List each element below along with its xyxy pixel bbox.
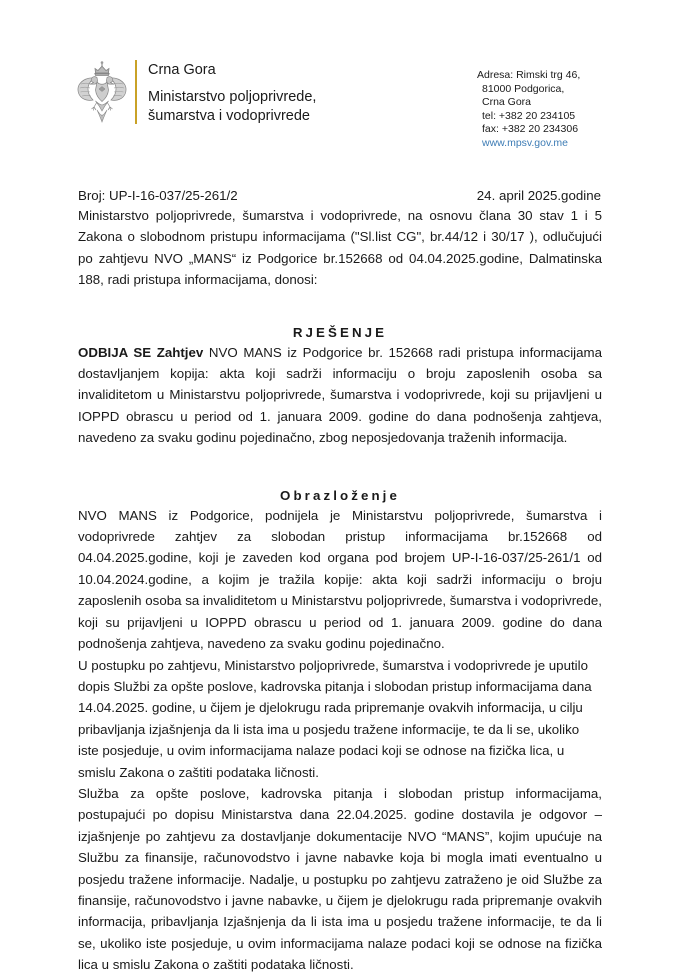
reference-number: Broj: UP-I-16-037/25-261/2 <box>78 188 238 203</box>
ministry-name-block <box>148 58 316 125</box>
explanation-paragraph-1: NVO MANS iz Podgorice, podnijela je Ministarstvu poljoprivrede, šumarstva i vodoprivrede zahtjev za slobodan pristup informacijama br.152668 od 04.04.2025.godine, koji je zaveden kod organa pod brojem UP-I-16-037/25-261/1 od 10.04.2024.godine, a kojim je tražila kopije: akta koji sadrži informaciju o broju zaposlenih osoba sa invaliditetom u Ministarstvu poljoprivrede, šumarstva i vodoprivrede, koji su prijavljeni u IOPPD obrascu u period od 1. januara 2009. godine do dana podnošenja zahtjeva, navedeno za svaku godinu pojedinačno. <box>78 507 603 652</box>
ministry-branding <box>75 58 316 128</box>
decision-body-text: NVO MANS iz Podgorice br. 152668 radi pristupa informacijama dostavljanjem kopija: akta koji sadrži informaciju o broju zaposlenih osoba sa invaliditetom u Ministarstvu poljoprivrede, šumarstva i vodoprivrede, koji su prijavljeni u IOPPD obrascu u period od 1. januara 2009. godine do dana podnošenja zahtjeva, navedeno za svaku godinu pojedinačno, zbog neposjedovanja traženih informacija. <box>78 344 602 446</box>
decision-heading: RJEŠENJE <box>292 324 388 340</box>
address-city: 81000 Podgorica, <box>482 82 565 95</box>
document-date: 24. april 2025.godine <box>476 188 601 203</box>
address-country: Crna Gora <box>482 96 532 109</box>
decision-lead-bold: ODBIJA SE Zahtjev <box>78 344 204 360</box>
address-telephone: tel: +382 20 234105 <box>482 109 576 122</box>
brand-divider-rule <box>135 60 137 124</box>
address-fax: fax: +382 20 234306 <box>482 123 579 136</box>
website-link[interactable]: www.mpsv.gov.me <box>482 136 568 149</box>
ministry-name-line-1: Ministarstvo poljoprivrede, <box>148 89 317 105</box>
document-body <box>78 186 602 976</box>
explanation-paragraph-2: U postupku po zahtjevu, Ministarstvo poljoprivrede, šumarstva i vodoprivrede je uputilo dopis Službi za opšte poslove, kadrovska pitanja i slobodan pristup informacijama dana 14.04.2025. godine, u čijem je djelokrugu rada pripremanje ovakvih informacija, u cilju pribavljanja izjašnjenja da li ista ima u posjedu tražene informacije, te da li se, ukoliko iste posjeduje, u ovim informacijama nalaze podaci koji se odnose na fizička lica, u smislu Zakona o zaštiti podataka ličnosti. <box>78 657 592 780</box>
explanation-heading: Obrazloženje <box>280 487 400 503</box>
decision-paragraph <box>78 342 602 449</box>
montenegro-coat-of-arms-icon <box>75 58 129 128</box>
reference-line <box>78 186 602 205</box>
document-header <box>0 58 679 158</box>
explanation-paragraph-3: Služba za opšte poslove, kadrovska pitanja i slobodan pristup informacijama, postupajući po dopisu Ministarstva dana 22.04.2025. godine dostavila je odgovor – izjašnjenje po zahtjevu za dostavljanje dokumentacije NVO “MANS”, kojim upućuje na Službu za finansije, računovodstvo i javne nabavke koja bi mogla imati eventualno u posjedu tražene informacije. Nadalje, u postupku po zahtjevu zatraženo je oid Službe za finansije, računovodstvo i javne nabavke, u čijem je djelokrugu rada pripremanje ovakvih informacija, pribavljanja Izjašnjenja da li ista ima u posjedu tražene informacije, te da li se, ukoliko iste posjeduje, u ovim informacijama nalaze podaci koji se odnose na fizička lica u smislu Zakona o zaštiti podataka ličnosti. <box>78 785 602 973</box>
address-street: Adresa: Rimski trg 46, <box>477 69 581 81</box>
intro-paragraph: Ministarstvo poljoprivrede, šumarstva i vodoprivrede, na osnovu člana 30 stav 1 i 5 Zakona o slobodnom pristupu informacijama ("Sl.list CG", br.44/12 i 30/17 ), odlučujući po zahtjevu NVO „MANS“ iz Podgorice br.152668 od 04.04.2025.godine, Dalmatinska 188, radi pristupa informacijama, donosi: <box>78 208 602 288</box>
country-label: Crna Gora <box>148 62 216 78</box>
address-block <box>477 69 580 151</box>
ministry-name-line-2: šumarstva i vodoprivrede <box>148 107 310 124</box>
ministry-name <box>148 88 316 125</box>
